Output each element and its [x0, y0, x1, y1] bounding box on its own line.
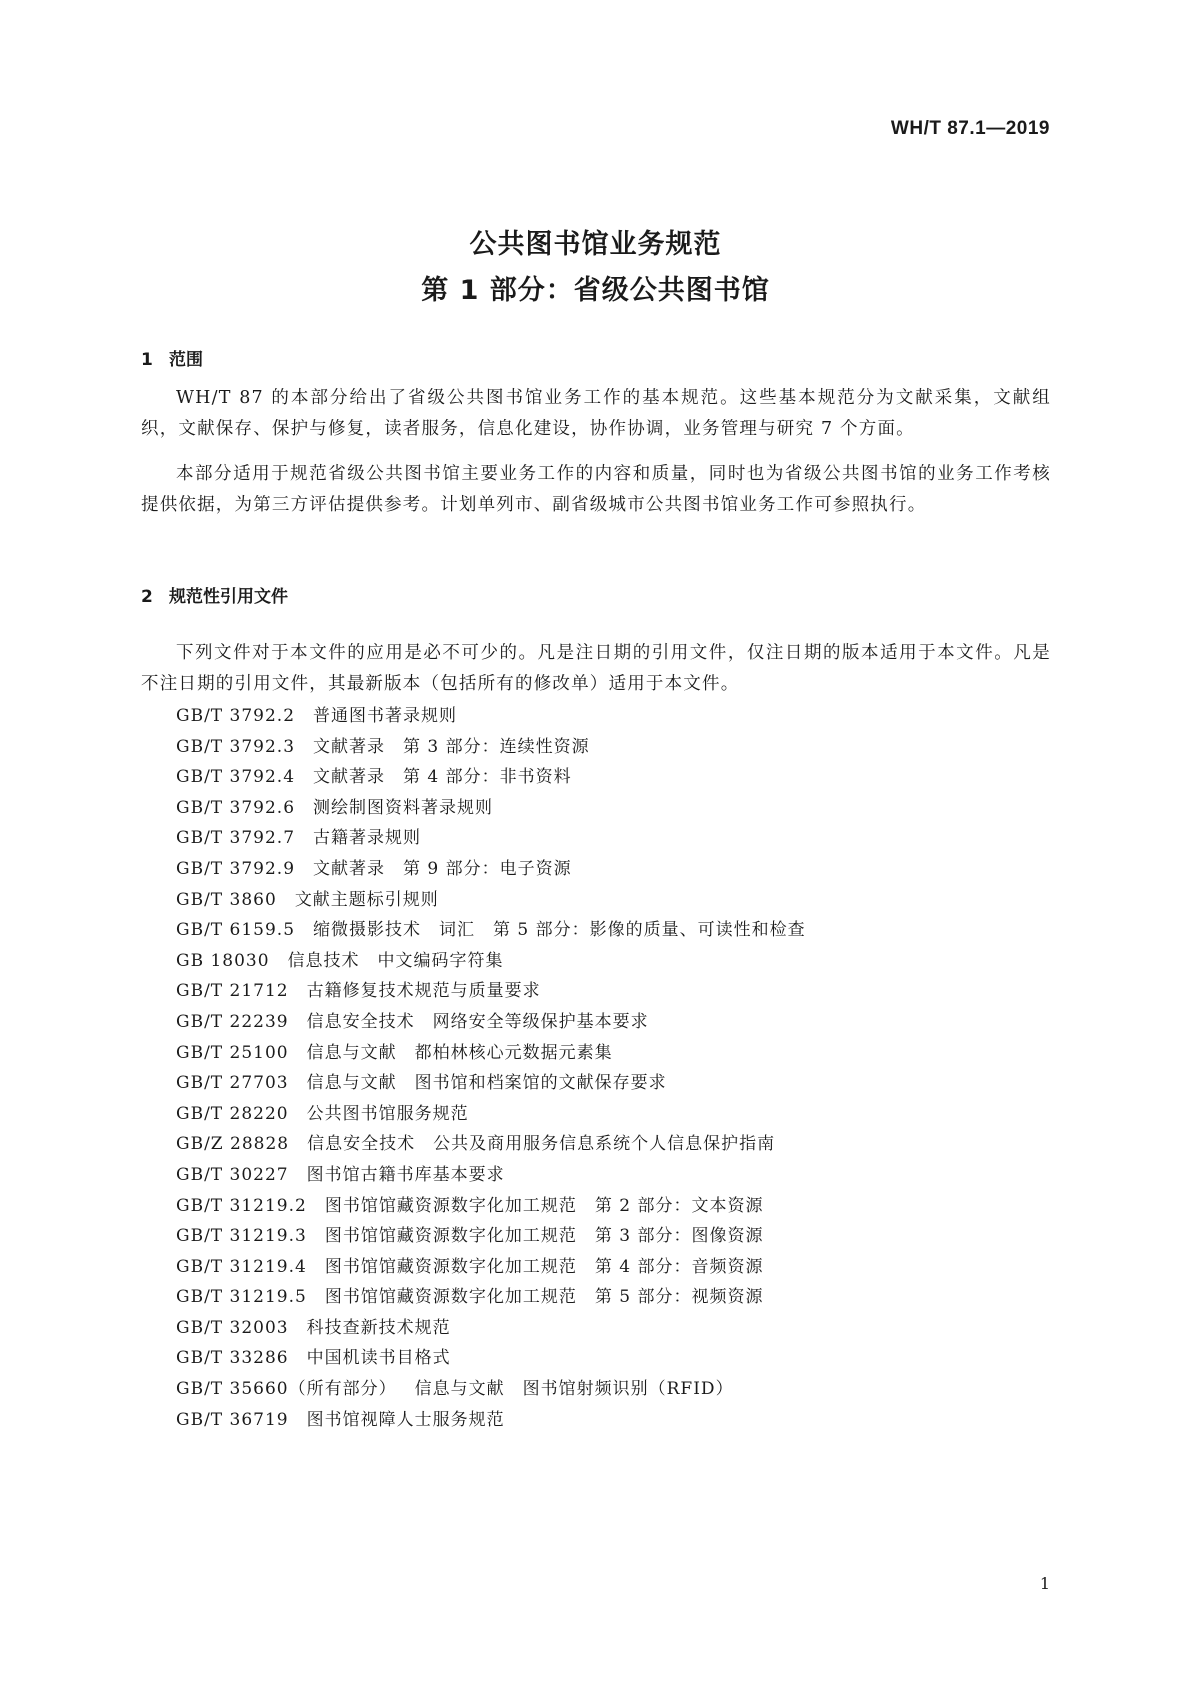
- standard-code: WH/T 87.1—2019: [890, 118, 1050, 139]
- reference-code: GB/T 3792.2: [176, 706, 296, 726]
- reference-code: GB/T 31219.5: [176, 1287, 307, 1308]
- reference-title: 文献著录 第 3 部分：连续性资源: [313, 736, 590, 757]
- reference-item: [176, 1160, 806, 1191]
- reference-title: 缩微摄影技术 词汇 第 5 部分：影像的质量、可读性和检查: [313, 920, 806, 941]
- reference-title: 文献著录 第 9 部分：电子资源: [313, 858, 572, 879]
- reference-title: 文献主题标引规则: [294, 889, 439, 910]
- reference-title: 图书馆馆藏资源数字化加工规范 第 5 部分：视频资源: [324, 1287, 764, 1308]
- reference-item: [176, 946, 806, 977]
- reference-code: GB/T 35660（所有部分）: [176, 1379, 397, 1400]
- reference-item: [176, 823, 806, 854]
- document-title: [0, 222, 1191, 314]
- reference-code: GB/T 3792.9: [176, 858, 296, 879]
- reference-item: [176, 1191, 806, 1222]
- reference-item: [176, 1007, 806, 1038]
- reference-item: [176, 854, 806, 885]
- reference-title: 信息与文献 图书馆和档案馆的文献保存要求: [306, 1073, 667, 1094]
- reference-item: [176, 762, 806, 793]
- reference-code: GB/T 31219.3: [176, 1226, 307, 1247]
- reference-code: GB/T 3792.7: [176, 828, 296, 849]
- section-2-heading: [141, 582, 288, 607]
- reference-code: GB/T 6159.5: [176, 920, 296, 941]
- section-number: 2: [141, 587, 153, 607]
- section-title: 范围: [169, 350, 203, 370]
- reference-code: GB/T 33286: [176, 1348, 289, 1369]
- reference-item: [176, 976, 806, 1007]
- scope-paragraph-2: 本部分适用于规范省级公共图书馆主要业务工作的内容和质量，同时也为省级公共图书馆的业务工作考核提供依据，为第三方评估提供参考。计划单列市、副省级城市公共图书馆业务工作可参照执行。: [141, 464, 1051, 515]
- reference-item: [176, 732, 806, 763]
- reference-code: GB/Z 28828: [176, 1134, 290, 1155]
- reference-item: [176, 885, 806, 916]
- reference-title: 图书馆视障人士服务规范: [306, 1409, 505, 1430]
- reference-code: GB/T 31219.4: [176, 1256, 307, 1277]
- page-number: 1: [1039, 1574, 1050, 1593]
- reference-title: 图书馆馆藏资源数字化加工规范 第 3 部分：图像资源: [324, 1226, 764, 1247]
- title-line-1: 公共图书馆业务规范: [469, 229, 722, 260]
- reference-title: 图书馆馆藏资源数字化加工规范 第 2 部分：文本资源: [324, 1195, 764, 1216]
- reference-title: 古籍著录规则: [313, 828, 422, 849]
- reference-title: 信息与文献 图书馆射频识别（RFID）: [414, 1379, 734, 1400]
- reference-title: 测绘制图资料著录规则: [313, 797, 494, 818]
- reference-code: GB/T 21712: [176, 981, 289, 1002]
- reference-item: [176, 915, 806, 946]
- reference-code: GB/T 22239: [176, 1011, 289, 1032]
- reference-code: GB/T 3792.4: [176, 767, 296, 788]
- reference-code: GB/T 3792.3: [176, 736, 296, 757]
- reference-item: [176, 1252, 806, 1283]
- reference-item: [176, 1099, 806, 1130]
- reference-code: GB/T 31219.2: [176, 1195, 307, 1216]
- reference-item: [176, 1374, 806, 1405]
- reference-title: 信息技术 中文编码字符集: [287, 950, 504, 971]
- reference-code: GB/T 30227: [176, 1164, 289, 1185]
- reference-title: 中国机读书目格式: [306, 1348, 451, 1369]
- reference-item: [176, 1313, 806, 1344]
- reference-title: 信息与文献 都柏林核心元数据元素集: [306, 1042, 613, 1063]
- reference-title: 图书馆馆藏资源数字化加工规范 第 4 部分：音频资源: [324, 1256, 764, 1277]
- references-intro: 下列文件对于本文件的应用是必不可少的。凡是注日期的引用文件，仅注日期的版本适用于本文件。凡是不注日期的引用文件，其最新版本（包括所有的修改单）适用于本文件。: [141, 643, 1051, 694]
- reference-title: 科技查新技术规范: [306, 1317, 451, 1338]
- reference-code: GB/T 3860: [176, 889, 277, 910]
- reference-title: 古籍修复技术规范与质量要求: [306, 981, 541, 1002]
- reference-code: GB/T 36719: [176, 1409, 289, 1430]
- section-number: 1: [141, 350, 153, 370]
- reference-item: [176, 1343, 806, 1374]
- reference-code: GB/T 25100: [176, 1042, 289, 1063]
- scope-paragraph-1: WH/T 87 的本部分给出了省级公共图书馆业务工作的基本规范。这些基本规范分为文献采集，文献组织，文献保存、保护与修复，读者服务，信息化建设，协作协调，业务管理与研究 7 个方面。: [141, 388, 1051, 439]
- reference-item: [176, 1405, 806, 1436]
- reference-code: GB/T 3792.6: [176, 797, 296, 818]
- reference-item: [176, 1038, 806, 1069]
- reference-item: [176, 1129, 806, 1160]
- reference-item: [176, 1282, 806, 1313]
- reference-code: GB/T 32003: [176, 1317, 289, 1338]
- reference-title: 普通图书著录规则: [313, 706, 458, 726]
- reference-title: 图书馆古籍书库基本要求: [306, 1164, 505, 1185]
- reference-item: [176, 701, 806, 732]
- reference-code: GB/T 28220: [176, 1103, 289, 1124]
- section-title: 规范性引用文件: [169, 587, 288, 607]
- reference-title: 文献著录 第 4 部分：非书资料: [313, 767, 572, 788]
- reference-item: [176, 1221, 806, 1252]
- reference-code: GB/T 27703: [176, 1073, 289, 1094]
- reference-title: 公共图书馆服务规范: [306, 1103, 469, 1124]
- reference-list: [176, 701, 806, 1435]
- reference-title: 信息安全技术 网络安全等级保护基本要求: [306, 1011, 649, 1032]
- reference-code: GB 18030: [176, 950, 270, 971]
- reference-title: 信息安全技术 公共及商用服务信息系统个人信息保护指南: [307, 1134, 776, 1155]
- reference-item: [176, 1068, 806, 1099]
- section-1-heading: [141, 345, 203, 370]
- reference-item: [176, 793, 806, 824]
- title-line-2: 第 1 部分：省级公共图书馆: [421, 275, 770, 306]
